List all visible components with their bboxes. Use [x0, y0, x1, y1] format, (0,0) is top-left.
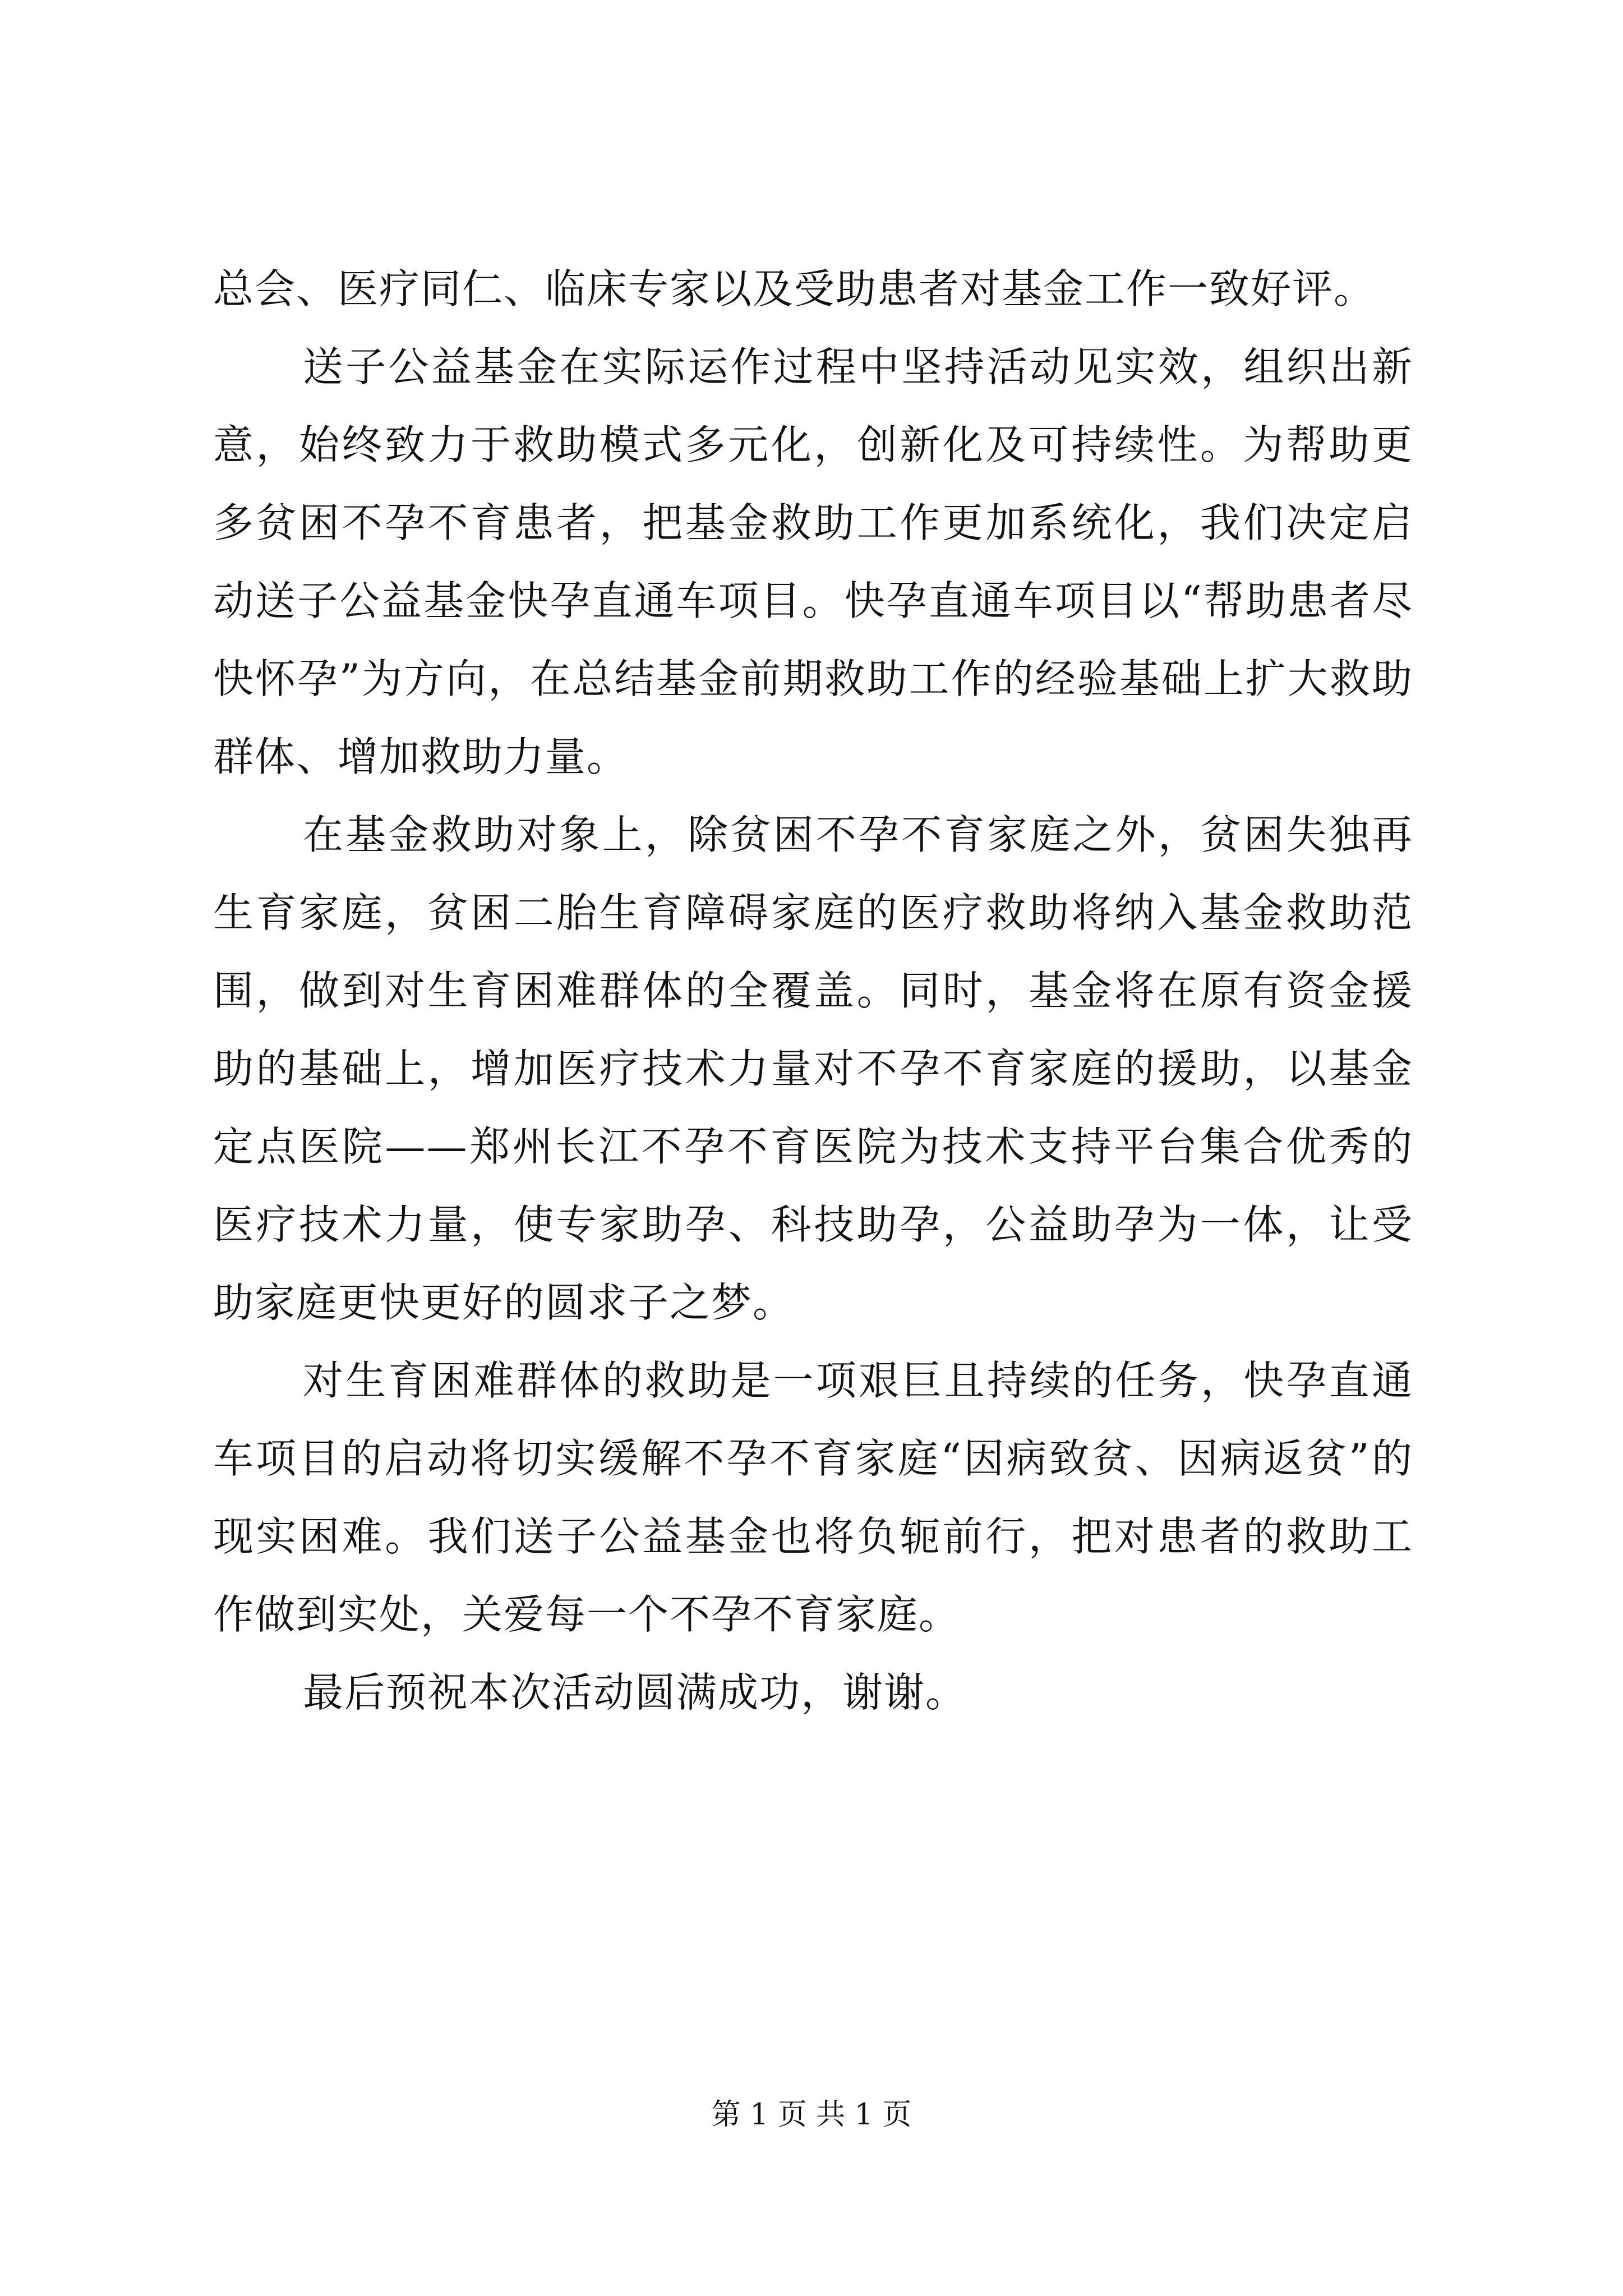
page-number-footer: 第 1 页 共 1 页 — [711, 2098, 912, 2132]
paragraph-3: 在基金救助对象上，除贫困不孕不育家庭之外，贫困失独再生育家庭，贫困二胎生育障碍家庭的医疗救助将纳入基金救助范围，做到对生育困难群体的全覆盖。同时，基金将在原有资金援助的基础上，增加医疗技术力量对不孕不育家庭的援助，以基金定点医院——郑州长江不孕不育医院为技术支持平台集合优秀的医疗技术力量，使专家助孕、科技助孕，公益助孕为一体，让受助家庭更快更好的圆求子之梦。 — [213, 811, 1413, 1326]
paragraph-1: 总会、医疗同仁、临床专家以及受助患者对基金工作一致好评。 — [213, 265, 1376, 312]
document-body — [213, 250, 1413, 1732]
paragraph-4: 对生育困难群体的救助是一项艰巨且持续的任务，快孕直通车项目的启动将切实缓解不孕不育家庭“因病致贫、因病返贫”的现实困难。我们送子公益基金也将负轭前行，把对患者的救助工作做到实处，关爱每一个不孕不育家庭。 — [213, 1357, 1413, 1638]
paragraph-2: 送子公益基金在实际运作过程中坚持活动见实效，组织出新意，始终致力于救助模式多元化，创新化及可持续性。为帮助更多贫困不孕不育患者，把基金救助工作更加系统化，我们决定启动送子公益基金快孕直通车项目。快孕直通车项目以“帮助患者尽快怀孕”为方向，在总结基金前期救助工作的经验基础上扩大救助群体、增加救助力量。 — [213, 343, 1413, 780]
paragraph-5: 最后预祝本次活动圆满成功，谢谢。 — [303, 1669, 967, 1716]
